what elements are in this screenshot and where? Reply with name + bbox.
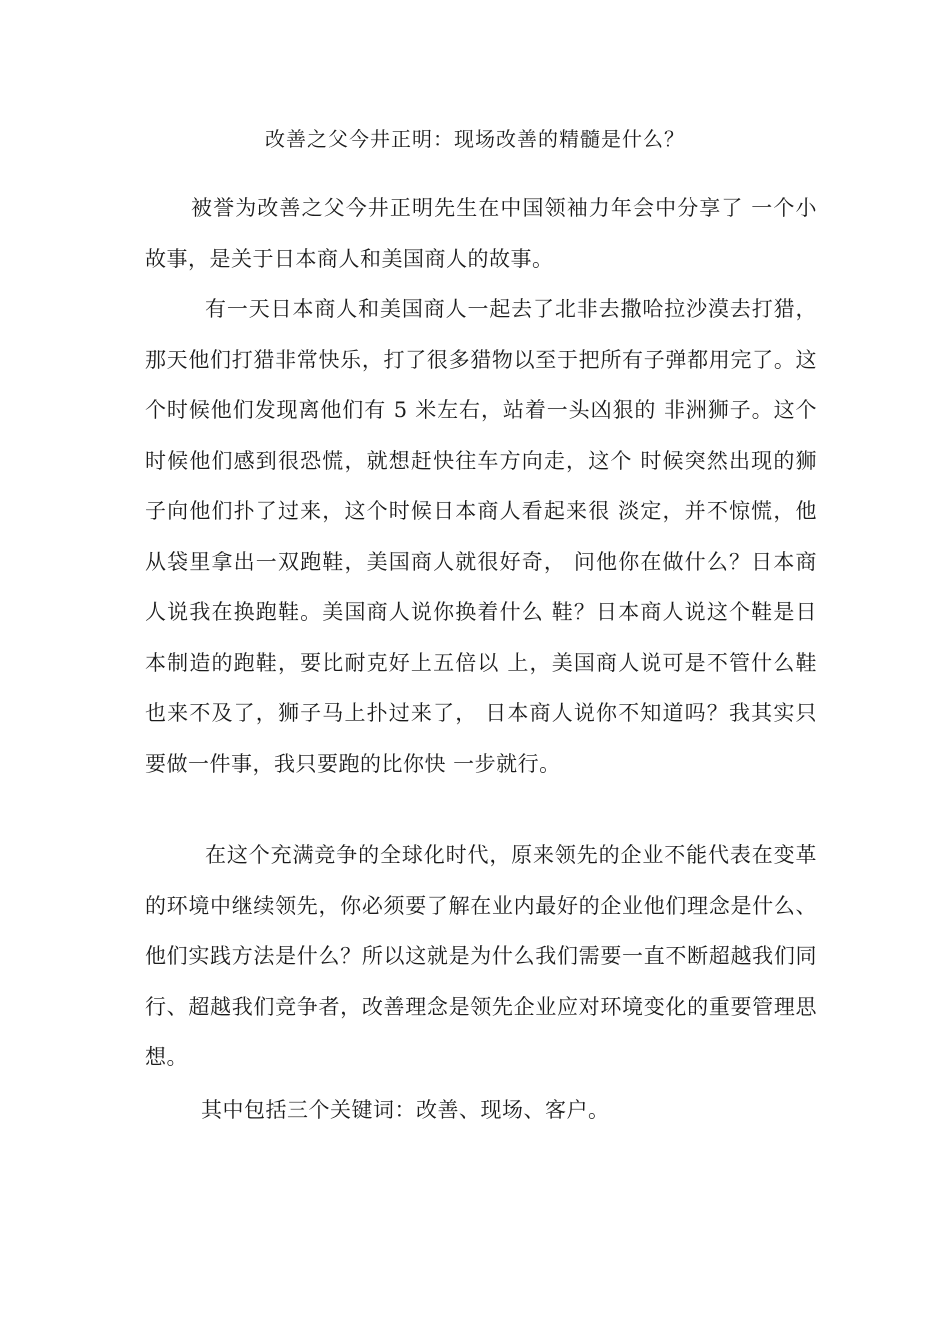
paragraph-competition: 在这个充满竞争的全球化时代，原来领先的企业不能代表在变革的环境中继续领先，你必须要了解在业内最好的企业他们理念是什么、他们实践方法是什么？所以这就是为什么我们需要一直不断超越我们同行、超越我们竞争者，改善理念是领先企业应对环境变化的重要管理思想。 (145, 843, 817, 1069)
paragraph-intro: 被誉为改善之父今井正明先生在中国领袖力年会中分享了 一个小故事，是关于日本商人和美国商人的故事。 (145, 196, 817, 271)
document-title: 改善之父今井正明：现场改善的精髓是什么？ (265, 127, 685, 151)
paragraph-keywords: 其中包括三个关键词：改善、现场、客户。 (201, 1098, 610, 1122)
paragraph-story: 有一天日本商人和美国商人一起去了北非去撒哈拉沙漠去打猎，那天他们打猎非常快乐，打了很多猎物以至于把所有子弹都用完了。这个时候他们发现离他们有 5 米左右，站着一头凶狠的 非洲狮子。这个时候他们感到很恐慌，就想赶快往车方向走，这个 时候突然出现的狮子向他们扑了过来，这个时候日本商人看起来很 淡定，并不惊慌，他从袋里拿出一双跑鞋，美国商人就很好奇， 问他你在做什么？日本商人说我在换跑鞋。美国商人说你换着什么 鞋？日本商人说这个鞋是日本制造的跑鞋，要比耐克好上五倍以 上，美国商人说可是不管什么鞋也来不及了，狮子马上扑过来了， 日本商人说你不知道吗？我其实只要做一件事，我只要跑的比你快 一步就行。 (145, 297, 817, 776)
